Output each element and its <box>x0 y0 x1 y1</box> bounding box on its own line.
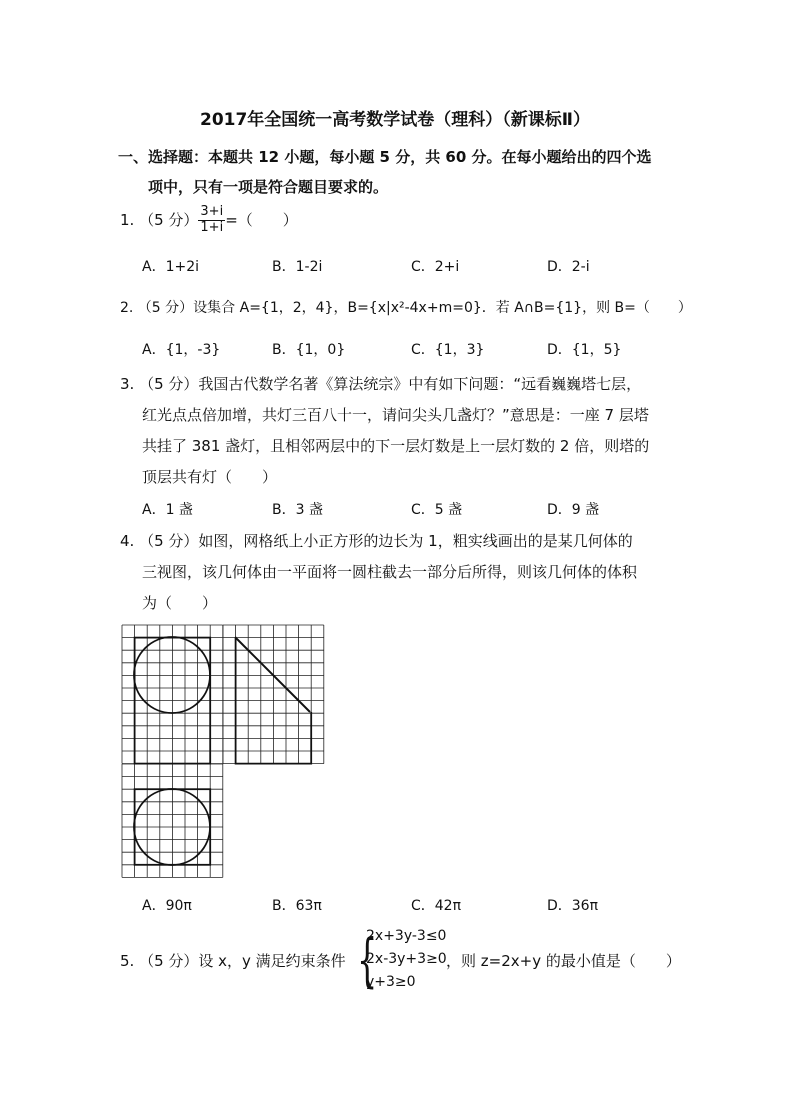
grid-side-view <box>223 625 324 764</box>
question-3-line3: 共挂了 381 盏灯，且相邻两层中的下一层灯数是上一层灯数的 2 倍，则塔的 <box>142 437 650 455</box>
question-3-line4: 顶层共有灯（ ） <box>142 468 278 486</box>
q2-option-d[interactable]: D．{1，5} <box>547 342 622 358</box>
grid-top-view <box>122 764 223 877</box>
grid-front-view <box>122 625 223 764</box>
q3-option-a[interactable]: A．1 盏 <box>142 502 193 518</box>
q4-option-c[interactable]: C．42π <box>411 898 462 914</box>
q3-option-b[interactable]: B．3 盏 <box>272 502 323 518</box>
q2-option-a[interactable]: A．{1，-3} <box>142 342 221 358</box>
question-5-suffix: ，则 z=2x+y 的最小值是（ ） <box>446 952 681 970</box>
page-title: 2017年全国统一高考数学试卷（理科）（新课标Ⅱ） <box>199 110 590 130</box>
q4-option-a[interactable]: A．90π <box>142 898 192 914</box>
q4-option-d[interactable]: D．36π <box>547 898 599 914</box>
q1-suffix: =（ ） <box>225 210 298 229</box>
question-5-prefix: 5. （5 分）设 x，y 满足约束条件 <box>120 952 346 970</box>
question-3-line1: 3. （5 分）我国古代数学名著《算法统宗》中有如下问题：“远看巍巍塔七层， <box>120 375 642 393</box>
constraint-brace: { <box>357 926 378 994</box>
section-header-line1: 一、选择题：本题共 12 小题，每小题 5 分，共 60 分。在每小题给出的四个选 <box>118 148 652 166</box>
q1-option-b[interactable]: B．1-2i <box>272 259 323 275</box>
constraint-2: 2x-3y+3≥0 <box>366 951 447 967</box>
q1-option-d[interactable]: D．2-i <box>547 259 590 275</box>
section-header-line2: 项中，只有一项是符合题目要求的。 <box>148 178 389 196</box>
question-4-line1: 4. （5 分）如图，网格纸上小正方形的边长为 1，粗实线画出的是某几何体的 <box>120 532 633 550</box>
q1-option-c[interactable]: C．2+i <box>411 259 460 275</box>
constraint-3: y+3≥0 <box>366 974 416 990</box>
constraint-1: 2x+3y-3≤0 <box>366 928 447 944</box>
question-4-line2: 三视图，该几何体由一平面将一圆柱截去一部分后所得，则该几何体的体积 <box>142 563 638 581</box>
q3-option-d[interactable]: D．9 盏 <box>547 502 600 518</box>
question-2: 2. （5 分）设集合 A={1，2，4}，B={x|x²-4x+m=0}．若 A∩B={1}，则 B=（ ） <box>120 300 692 316</box>
question-3-line2: 红光点点倍加增，共灯三百八十一，请问尖头几盏灯？”意思是：一座 7 层塔 <box>142 406 649 424</box>
q2-option-c[interactable]: C．{1，3} <box>411 342 485 358</box>
q1-prefix: 1. （5 分） <box>120 210 199 229</box>
q4-option-b[interactable]: B．63π <box>272 898 322 914</box>
q1-frac-numerator: 3+i <box>200 204 224 219</box>
q1-option-a[interactable]: A．1+2i <box>142 259 200 275</box>
question-4-line3: 为（ ） <box>142 594 218 612</box>
q3-option-c[interactable]: C．5 盏 <box>411 502 463 518</box>
q2-option-b[interactable]: B．{1，0} <box>272 342 346 358</box>
q1-frac-denominator: 1+i <box>200 219 224 235</box>
